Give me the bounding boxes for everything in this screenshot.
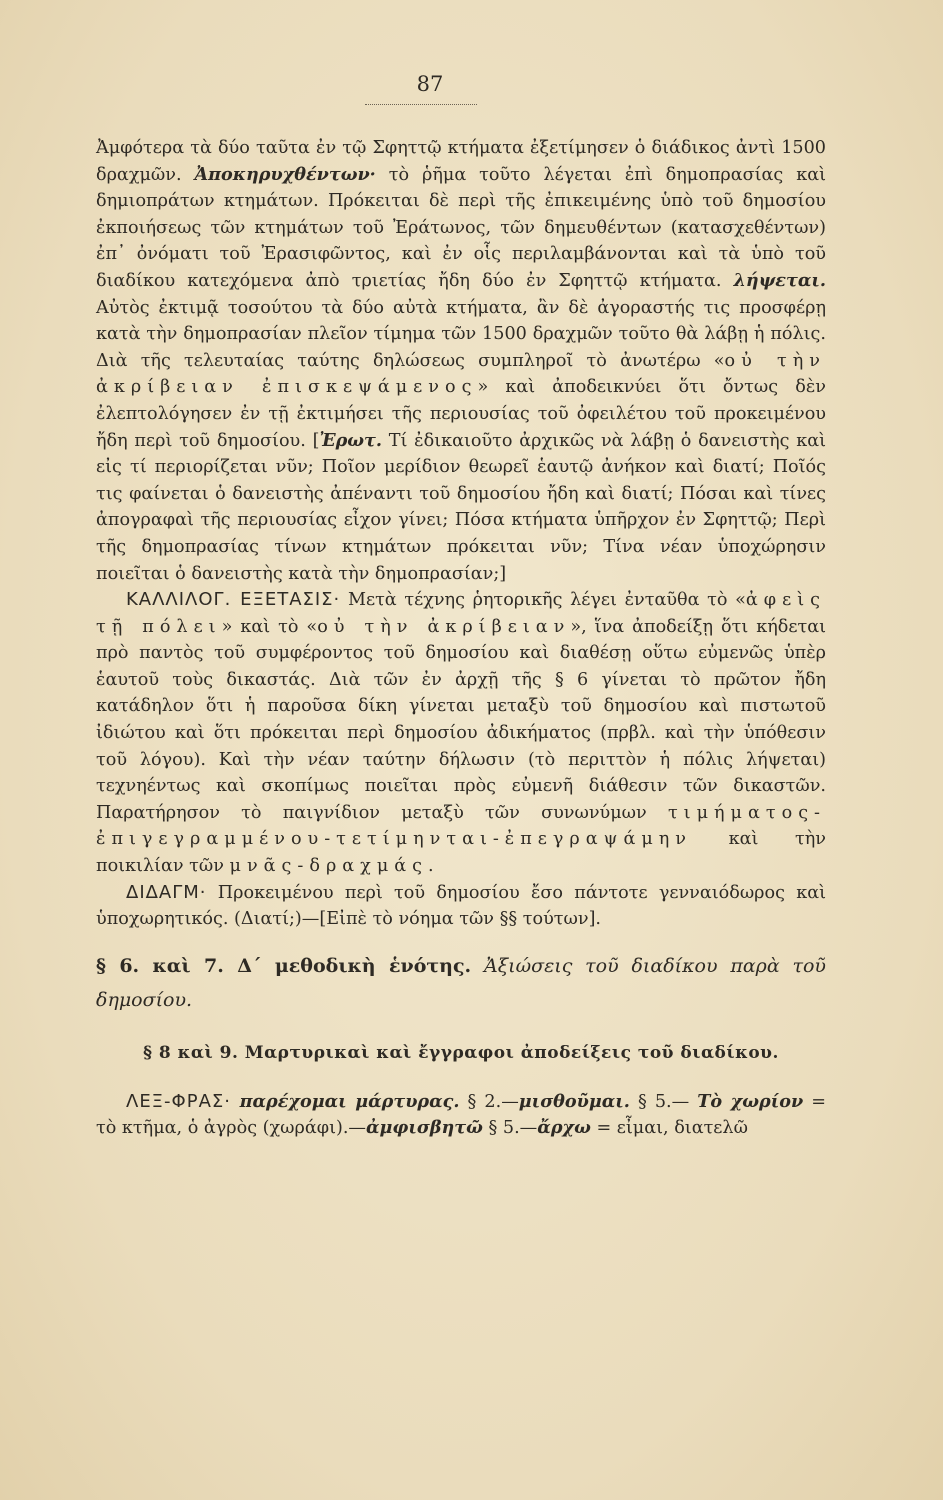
term-parexomai: παρέχομαι μάρτυρας.	[231, 1090, 460, 1112]
spaced-quote: ἀφεὶς τῇ πόλει	[96, 590, 826, 637]
term-amfisbeto: ἀμφισβητῶ	[366, 1117, 483, 1139]
term-xorion: Τὸ χωρίον	[697, 1090, 804, 1112]
term-arxo: ἄρχω	[537, 1117, 591, 1139]
text-run: Αὐτὸς ἐκτιμᾷ τοσούτου τὰ δύο αὐτὰ κτήματα, ἂν δὲ ἀγοραστής τις προσφέρῃ κατὰ τὴν δημοπρασίαν πλεῖον τίμημα τῶν 1500 δραχμῶν τοῦτο θὰ λάβῃ ἡ πόλις. Διὰ τῆς τελευταίας ταύτης δηλώσεως συμπληροῖ τὸ ἀνωτέρω «	[96, 297, 826, 371]
spaced-synonyms: τιμήματος-ἐπιγεγραμμένου-τετίμηνται-ἐπεγραψάμην	[96, 802, 826, 850]
text-run: § 5.—	[482, 1118, 538, 1139]
text-run: » καὶ ἀποδεικνύει ὅτι ὄντως δὲν ἐλεπτολόγησεν ἐν τῇ ἐκτιμήσει τῆς περιουσίας τοῦ ὀφειλέτου τοῦ προκειμένου ἤδη περὶ τοῦ δημοσίου. [	[96, 377, 826, 451]
term-erot: Ἐρωτ.	[319, 429, 383, 451]
text-run: τὸ ῥῆμα τοῦτο λέγεται ἐπὶ δημοπρασίας καὶ δημιοπράτων κτημάτων. Πρόκειται δὲ περὶ τῆς ἐπικειμένης ὑπὸ τοῦ δημοσίου ἐκποιήσεως τῶν κτημάτων τοῦ Ἐράτωνος, τῶν δημευθέντων (κατασχεθέντων) ἐπ᾽ ὀνόματι τοῦ Ἐρασιφῶντος, καὶ ἐν οἷς περιλαμβάνονται καὶ τὰ ὑπὸ τοῦ διαδίκου κατεχόμενα ἀπὸ τριετίας ἤδη δύο ἐν Σφηττῷ κτήματα.	[96, 164, 826, 291]
spaced-synonyms: μνᾶς-δραχμάς	[229, 856, 429, 877]
text-run: § 2.—	[459, 1091, 519, 1112]
heading-6-bold: § 6. καὶ 7. Δ΄ μεθοδικὴ ἑνότης.	[96, 954, 472, 977]
term-apokeryxthenton: Ἀποκηρυχθέντων·	[194, 163, 376, 185]
heading-6-italic: Ἀξιώσεις τοῦ διαδίκου παρὰ τοῦ δημοσίου.	[96, 954, 826, 1011]
section-label-lexfras: ΛΕΞ-ΦΡΑΣ·	[126, 1090, 231, 1112]
section-label-didagm: ΔΙΔΑΓΜ·	[126, 881, 207, 903]
text-run: » καὶ τὸ «	[221, 616, 318, 637]
spaced-quote: οὐ τὴν ἀκρίβειαν ἐπισκεψάμενος	[96, 350, 826, 398]
text-body	[96, 135, 826, 1142]
paragraph-lex-fras	[96, 1089, 826, 1142]
text-run: καὶ τὴν ποικιλίαν τῶν	[96, 829, 826, 877]
text-run: § 5.—	[629, 1091, 698, 1112]
section-heading-8-9: § 8 καὶ 9. Μαρτυρικαὶ καὶ ἔγγραφοι ἀποδείξεις τοῦ διαδίκου.	[143, 1042, 779, 1063]
section-heading-6-7	[96, 949, 826, 1017]
text-run: Μετὰ τέχνης ῥητορικῆς λέγει ἐνταῦθα τὸ «	[340, 590, 746, 611]
text-run: Προκειμένου περὶ τοῦ δημοσίου ἔσο πάντοτε γενναιόδωρος καὶ ὑποχωρητικός. (Διατί;)—[Εἰπὲ τὸ νόημα τῶν §§ τούτων].	[96, 882, 826, 930]
text-run: Τί ἐδικαιοῦτο ἀρχικῶς νὰ λάβῃ ὁ δανειστὴς καὶ εἰς τί περιορίζεται νῦν; Ποῖον μερίδιον θεωρεῖ ἑαυτῷ ἀνήκον καὶ διατί; Ποῖός τις φαίνεται ὁ δανειστὴς ἀπέναντι τοῦ δημοσίου ἤδη καὶ διατί; Πόσαι καὶ τίνες ἀπογραφαὶ τῆς περιουσίας εἶχον γίνει; Πόσα κτήματα ὑπῆρχον ἐν Σφηττῷ; Περὶ τῆς δημοπρασίας τίνων κτημάτων πρόκειται νῦν; Τίνα νέαν ὑποχώρησιν ποιεῖται ὁ δανειστὴς κατὰ τὴν δημοπρασίαν;]	[96, 430, 826, 584]
term-misthoumai: μισθοῦμαι.	[518, 1090, 630, 1112]
paragraph-kalliloglikh-exetasis	[96, 587, 826, 880]
paragraph-commentary	[96, 135, 826, 587]
text-run: », ἵνα ἀποδείξῃ ὅτι κήδεται πρὸ παντὸς τοῦ συμφέροντος τοῦ δημοσίου καὶ διαθέσῃ οὕτω εὐμενῶς ὑπὲρ ἑαυτοῦ τοὺς δικαστάς. Διὰ τῶν ἐν ἀρχῇ τῆς § 6 γίνεται τὸ πρῶτον ἤδη κατάδηλον ὅτι ἡ παροῦσα δίκη γίνεται μεταξὺ τοῦ δημοσίου καὶ πιστωτοῦ ἰδιώτου καὶ ὅτι πρόκειται περὶ δημοσίου ἀδικήματος (πρβλ. καὶ τὴν ὑπόθεσιν τοῦ λόγου). Καὶ τὴν νέαν ταύτην δήλωσιν (τὸ περιττὸν ἡ πόλις λήψεται) τεχνηέντως καὶ σκοπίμως ποιεῖται πρὸς εὐμενῆ διάθεσιν τῶν δικαστῶν. Παρατήρησον τὸ παιγνίδιον μεταξὺ τῶν συνωνύμων	[96, 616, 826, 823]
paragraph-didagma	[96, 880, 826, 933]
spaced-quote: οὐ τὴν ἀκρίβειαν	[317, 616, 571, 637]
text-run: = εἶμαι, διατελῶ	[590, 1118, 748, 1139]
page-number-rule	[365, 104, 477, 105]
section-label-kallilog: ΚΑΛΛΙΛΟΓ. ΕΞΕΤΑΣΙΣ·	[126, 589, 341, 611]
text-run: Ἀμφότερα τὰ δύο ταῦτα ἐν τῷ Σφηττῷ κτήματα ἐξετίμησεν ὁ διάδικος ἀντὶ 1500 δραχμῶν.	[96, 138, 826, 185]
term-lepsetai: λήψεται.	[733, 269, 826, 291]
text-run: .	[428, 856, 434, 877]
text-run: = τὸ κτῆμα, ὁ ἀγρὸς (χωράφι).—	[96, 1091, 826, 1139]
page-number: 87	[416, 72, 444, 96]
